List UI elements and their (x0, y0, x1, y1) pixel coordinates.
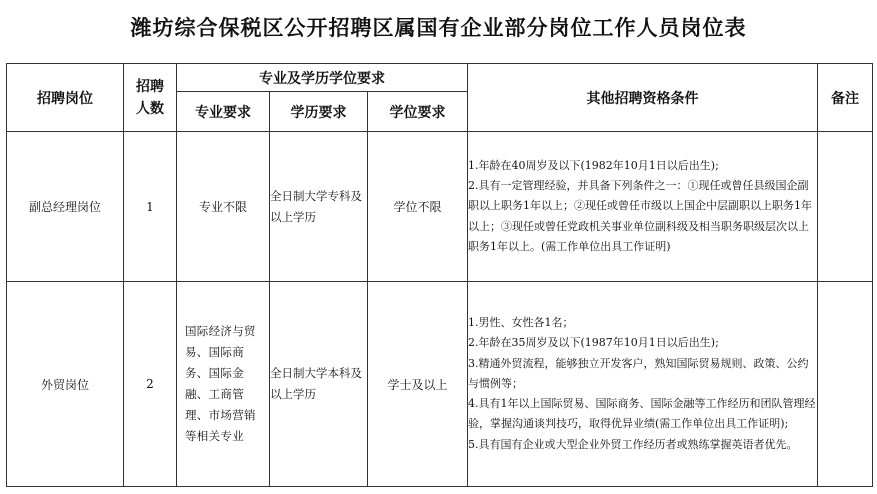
conditions-cell (468, 282, 818, 487)
header-major-degree-group: 专业及学历学位要求 (177, 64, 468, 92)
header-position: 招聘岗位 (7, 64, 124, 132)
condition-item: 5.具有国有企业或大型企业外贸工作经历者或熟练掌握英语者优先。 (468, 437, 798, 451)
remarks-cell (818, 282, 873, 487)
header-count (124, 64, 177, 132)
condition-item: 2.具有一定管理经验，并具备下列条件之一：①现任或曾任县级国企副职以上职务1年以上；②现任或曾任市级以上国企中层副职以上职务1年以上；③现任或曾任党政机关事业单位副科级及相当职务职级层次以上职务1年以上。(需工作单位出具工作证明) (468, 179, 813, 253)
condition-item: 4.具有1年以上国际贸易、国际商务、国际金融等工作经历和团队管理经验，掌握沟通谈判技巧，取得优异业绩(需工作单位出具工作证明); (468, 397, 816, 431)
position-cell: 外贸岗位 (7, 282, 124, 487)
condition-item: 2.年龄在35周岁及以下(1987年10月1日以后出生); (468, 336, 719, 350)
header-remarks: 备注 (818, 64, 873, 132)
header-education: 学历要求 (270, 92, 368, 132)
education-cell: 全日制大学本科及以上学历 (270, 282, 368, 487)
conditions-cell (468, 132, 818, 282)
degree-cell: 学士及以上 (368, 282, 468, 487)
page-title: 潍坊综合保税区公开招聘区属国有企业部分岗位工作人员岗位表 (130, 16, 747, 40)
header-degree: 学位要求 (368, 92, 468, 132)
position-cell: 副总经理岗位 (7, 132, 124, 282)
header-major: 专业要求 (177, 92, 270, 132)
table-row (7, 132, 873, 282)
education-cell: 全日制大学专科及以上学历 (270, 132, 368, 282)
header-count-label: 招聘人数 (136, 78, 164, 117)
degree-cell: 学位不限 (368, 132, 468, 282)
condition-item: 3.精通外贸流程，能够独立开发客户，熟知国际贸易规则、政策、公约与惯例等； (468, 356, 809, 390)
condition-item: 1.年龄在40周岁及以下(1982年10月1日以后出生); (468, 158, 719, 172)
count-cell: 1 (124, 132, 177, 282)
remarks-cell (818, 132, 873, 282)
count-cell: 2 (124, 282, 177, 487)
job-table (6, 63, 873, 487)
major-cell: 专业不限 (177, 132, 270, 282)
major-cell: 国际经济与贸易、国际商务、国际金融、工商管理、市场营销等相关专业 (177, 282, 270, 487)
table-row (7, 282, 873, 487)
condition-item: 1.男性、女性各1名； (468, 316, 574, 330)
header-other-conditions: 其他招聘资格条件 (468, 64, 818, 132)
